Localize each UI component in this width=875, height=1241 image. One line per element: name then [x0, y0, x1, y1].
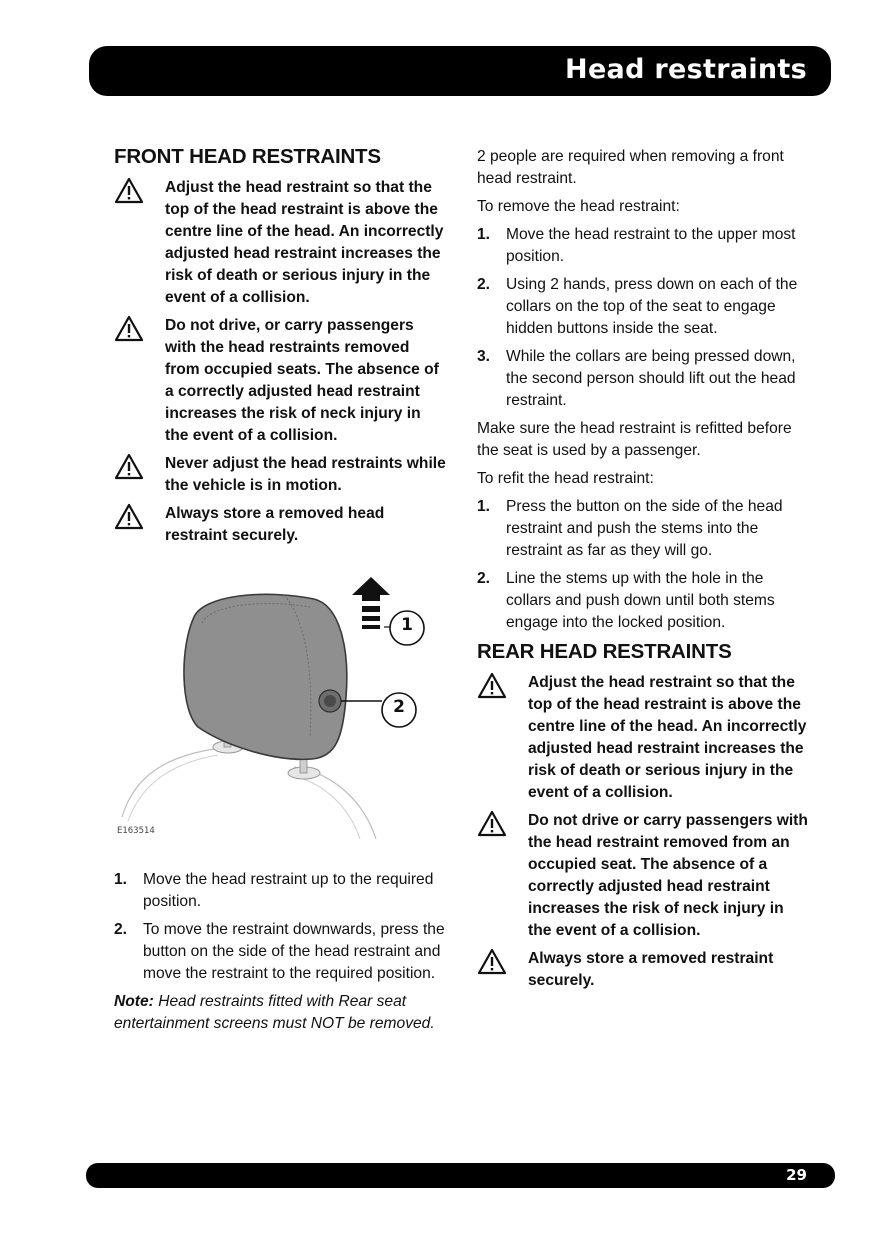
note-text: Head restraints fitted with Rear seat entertainment screens must NOT be removed.	[114, 993, 435, 1032]
step-number: 1.	[477, 498, 491, 515]
list-item	[477, 274, 809, 340]
page-footer-bar	[86, 1163, 835, 1188]
intro-text: 2 people are required when removing a front head restraint.	[477, 148, 784, 187]
warning-triangle-icon	[114, 503, 144, 531]
warning-block	[114, 453, 446, 497]
page-number: 29	[786, 1166, 807, 1184]
remove-lead-text: To remove the head restraint:	[477, 198, 680, 215]
list-item	[477, 224, 809, 268]
warning-text: Adjust the head restraint so that the top of the head restraint is above the centre line of the head. An incorrectly adjusted head restraint increases the risk of death or serious injury in the event of a collision.	[165, 179, 444, 306]
step-text: To move the restraint downwards, press the button on the side of the head restraint and move the restraint to the required position.	[143, 921, 445, 982]
warning-block	[114, 177, 446, 309]
warning-block	[477, 672, 809, 804]
refit-note-text: Make sure the head restraint is refitted before the seat is used by a passenger.	[477, 420, 792, 459]
figure-code: E163514	[117, 826, 155, 836]
list-item	[477, 346, 809, 412]
callout-2: 2	[393, 697, 405, 717]
refit-steps	[477, 496, 809, 634]
warning-block	[114, 315, 446, 447]
warning-text: Do not drive, or carry passengers with the head restraints removed from occupied seats. The absence of a correctly adjusted head restraint increases the risk of neck injury in the event of a collision.	[165, 317, 439, 444]
page-title: Head restraints	[565, 54, 807, 85]
step-text: While the collars are being pressed down, the second person should lift out the head restraint.	[506, 348, 796, 409]
warning-triangle-icon	[114, 315, 144, 343]
step-text: Press the button on the side of the head restraint and push the stems into the restraint as far as they will go.	[506, 498, 783, 559]
warning-triangle-icon	[477, 948, 507, 976]
warning-triangle-icon	[477, 672, 507, 700]
step-text: Move the head restraint to the upper most position.	[506, 226, 796, 265]
refit-lead-text: To refit the head restraint:	[477, 470, 654, 487]
step-text: Using 2 hands, press down on each of the collars on the top of the seat to engage hidden buttons inside the seat.	[506, 276, 798, 337]
list-item	[114, 919, 446, 985]
callout-1: 1	[401, 615, 413, 635]
left-column	[114, 145, 446, 1035]
list-item	[477, 496, 809, 562]
warning-triangle-icon	[114, 453, 144, 481]
warning-triangle-icon	[477, 810, 507, 838]
right-column	[477, 146, 809, 998]
warning-triangle-icon	[114, 177, 144, 205]
adjust-steps	[114, 869, 446, 985]
note-label: Note:	[114, 993, 154, 1010]
warning-block	[477, 810, 809, 942]
front-head-restraints-heading: FRONT HEAD RESTRAINTS	[114, 145, 381, 168]
step-number: 2.	[114, 921, 128, 938]
step-text: Move the head restraint up to the required position.	[143, 871, 434, 910]
warning-block	[477, 948, 809, 992]
warning-text: Adjust the head restraint so that the top of the head restraint is above the centre line of the head. An incorrectly adjusted head restraint increases the risk of death or serious injury in the event of a collision.	[528, 674, 807, 801]
remove-steps	[477, 224, 809, 412]
step-number: 2.	[477, 570, 491, 587]
step-number: 1.	[477, 226, 491, 243]
warning-block	[114, 503, 446, 547]
warning-text: Never adjust the head restraints while the vehicle is in motion.	[165, 455, 446, 494]
warning-text: Always store a removed head restraint securely.	[165, 505, 385, 544]
rear-head-restraints-heading: REAR HEAD RESTRAINTS	[477, 640, 732, 663]
step-number: 1.	[114, 871, 128, 888]
step-number: 3.	[477, 348, 491, 365]
list-item	[114, 869, 446, 913]
note	[114, 991, 446, 1035]
list-item	[477, 568, 809, 634]
head-restraint-illustration	[114, 577, 446, 847]
page-header-bar	[89, 46, 831, 96]
warning-text: Always store a removed restraint securely.	[528, 950, 774, 989]
warning-text: Do not drive or carry passengers with the head restraint removed from an occupied seat. The absence of a correctly adjusted head restraint increases the risk of neck injury in the event of a collision.	[528, 812, 808, 939]
step-number: 2.	[477, 276, 491, 293]
step-text: Line the stems up with the hole in the collars and push down until both stems engage into the locked position.	[506, 570, 775, 631]
